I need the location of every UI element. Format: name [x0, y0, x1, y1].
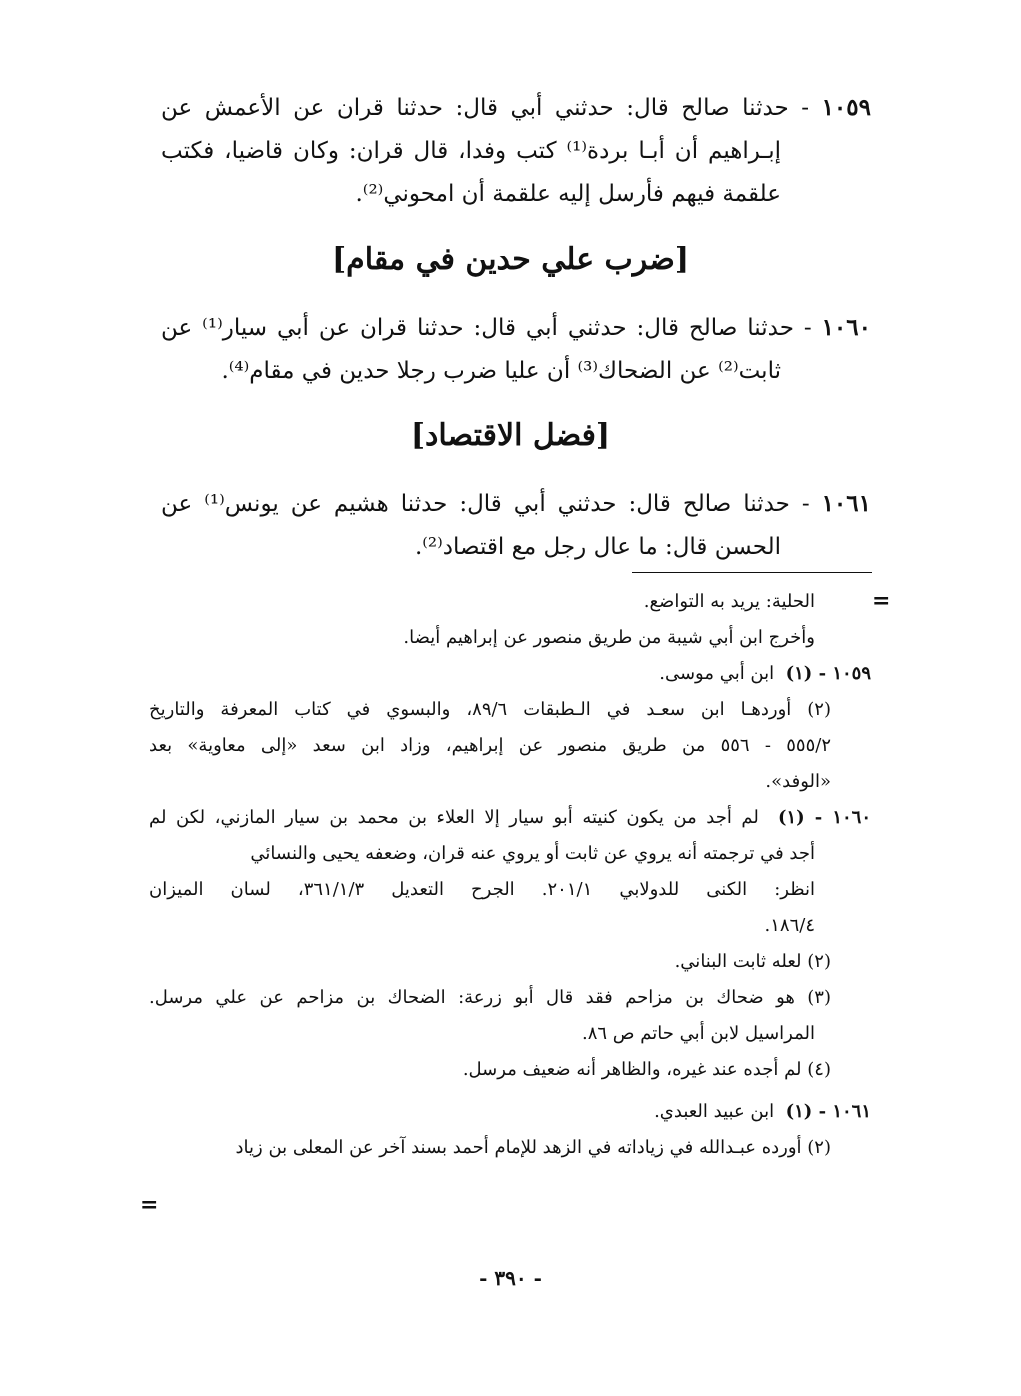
- footnote-line: انظر: الكنى للدولابي ٢٠١/١. الجرح التعديل ٣٦١/١/٣، لسان الميزان: [149, 879, 815, 900]
- footnote-line: (٢) لعله ثابت البناني.: [674, 951, 831, 972]
- hadith-1060: ١٠٦٠ - حدثنا صالح قال: حدثني أبي قال: حدثنا قران عن أبي سيار⁽¹⁾ عن ثابت⁽²⁾ عن الضحاك⁽³⁾ أن عليا ضرب رجلا حدين في مقام⁽⁴⁾.: [161, 306, 871, 393]
- footnote-line: ١٠٦١ - (١) ابن عبيد العبدي.: [654, 1101, 871, 1122]
- hadith-text-line: حدثنا صالح قال: حدثني أبي قال: حدثنا قران عن أبي سيار⁽¹⁾ عن: [161, 315, 794, 341]
- footnote-line: ١٨٦/٤.: [764, 915, 815, 936]
- footnote-label: ١٠٦٠ - (١): [777, 807, 871, 828]
- page-number: - ٣٩٠ -: [479, 1266, 542, 1290]
- footnote-line: المراسيل لابن أبي حاتم ص ٨٦.: [581, 1023, 815, 1044]
- footnote-line: (٢) أورده عبـدالله في زياداته في الزهد للإمام أحمد بسند آخر عن المعلى بن زياد: [235, 1137, 831, 1158]
- hadith-text-line: حدثنا صالح قال: حدثني أبي قال: حدثنا قران عن الأعمش عن: [161, 95, 789, 121]
- hadith-1061: ١٠٦١ - حدثنا صالح قال: حدثني أبي قال: حدثنا هشيم عن يونس⁽¹⁾ عن الحسن قال: ما عال رجل مع اقتصاد⁽²⁾.: [161, 482, 871, 569]
- section-heading: [فضل الاقتصاد]: [410, 418, 611, 453]
- footnote-line: (٣) هو ضحاك بن مزاحم فقد قال أبو زرعة: الضحاك بن مزاحم عن علي مرسل.: [149, 987, 831, 1008]
- hadith-text-line: الحسن قال: ما عال رجل مع اقتصاد⁽²⁾.: [414, 534, 781, 560]
- footnote-line: (٢) أوردهـا ابن سعـد في الـطبقات ٨٩/٦، والبسوي في كتاب المعرفة والتاريخ: [149, 699, 831, 720]
- footnote-line: (٤) لم أجده عند غيره، والظاهر أنه ضعيف مرسل.: [462, 1059, 831, 1080]
- hadith-1059: ١٠٥٩ - حدثنا صالح قال: حدثني أبي قال: حدثنا قران عن الأعمش عن إبـراهيم أن أبـا بردة⁽¹⁾ كتب وفدا، قال قران: وكان قاضيا، فكتب علقمة فيهم فأرسل إليه علقمة أن امحوني⁽²⁾.: [161, 86, 871, 216]
- section-heading: [ضرب علي حدين في مقام]: [331, 242, 690, 277]
- footnote-label: ١٠٥٩ - (١): [785, 663, 871, 684]
- footnote-line: وأخرج ابن أبي شيبة من طريق منصور عن إبراهيم أيضا.: [403, 627, 815, 648]
- hadith-number: ١٠٦١: [821, 490, 871, 517]
- hadith-text-line: ثابت⁽²⁾ عن الضحاك⁽³⁾ أن عليا ضرب رجلا حدين في مقام⁽⁴⁾.: [221, 358, 781, 384]
- footnote-line: ٥٥٥/٢ - ٥٥٦ من طريق منصور عن إبراهيم، وزاد ابن سعد «إلى معاوية» بعد: [149, 735, 831, 756]
- footnote-line: ١٠٥٩ - (١) ابن أبي موسى.: [659, 663, 871, 684]
- footnote-line: أجد في ترجمته أنه يروي عن ثابت أو يروي عنه قران، وضعفه يحيى والنسائي: [250, 843, 815, 864]
- hadith-text-line: حدثنا صالح قال: حدثني أبي قال: حدثنا هشيم عن يونس⁽¹⁾ عن: [161, 491, 790, 517]
- continuation-mark: =: [872, 588, 891, 614]
- continuation-mark: =: [140, 1192, 159, 1218]
- hadith-text-line: إبـراهيم أن أبـا بردة⁽¹⁾ كتب وفدا، قال قران: وكان قاضيا، فكتب: [161, 138, 782, 164]
- footnote-line: الحلية: يريد به التواضع.: [643, 591, 815, 612]
- footnote-line: «الوفد».: [765, 771, 831, 792]
- hadith-text-line: علقمة فيهم فأرسل إليه علقمة أن امحوني⁽²⁾.: [355, 181, 781, 207]
- footnote-label: ١٠٦١ - (١): [785, 1101, 871, 1122]
- hadith-number: ١٠٥٩: [821, 94, 871, 121]
- hadith-number: ١٠٦٠: [821, 314, 871, 341]
- footnote-separator: [632, 572, 872, 573]
- footnotes: [149, 584, 871, 1166]
- footnote-line: ١٠٦٠ - (١) لم أجد من يكون كنيته أبو سيار إلا العلاء بن محمد بن سيار المازني، لكن لم: [149, 807, 871, 828]
